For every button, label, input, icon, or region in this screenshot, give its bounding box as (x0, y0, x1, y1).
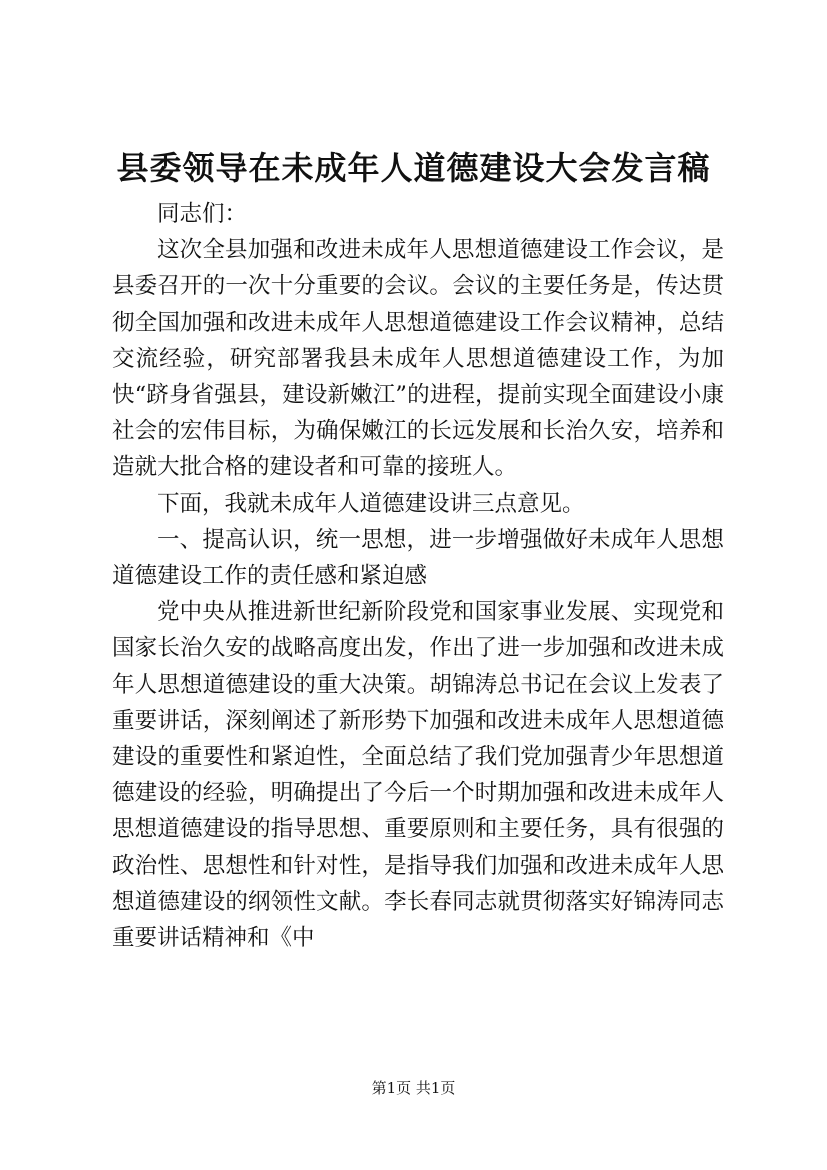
salutation-paragraph: 同志们： (157, 201, 248, 227)
document-body (112, 196, 724, 956)
section-heading-paragraph: 一、提高认识，统一思想，进一步增强做好未成年人思想道德建设工作的责任感和紧迫感 (112, 526, 724, 590)
content-paragraph: 党中央从推进新世纪新阶段党和国家事业发展、实现党和国家长治久安的战略高度出发，作出了进一步加强和改进未成年人思想道德建设的重大决策。胡锦涛总书记在会议上发表了重要讲话，深刻阐述了新形势下加强和改进未成年人思想道德建设的重要性和紧迫性，全面总结了我们党加强青少年思想道德建设的经验，明确提出了今后一个时期加强和改进未成年人思想道德建设的指导思想、重要原则和主要任务，具有很强的政治性、思想性和针对性，是指导我们加强和改进未成年人思想道德建设的纲领性文献。李长春同志就贯彻落实好锦涛同志重要讲话精神和《中 (112, 599, 724, 952)
page-footer: 第1页 共1页 (371, 1079, 456, 1097)
outline-paragraph: 下面，我就未成年人道德建设讲三点意见。 (157, 490, 585, 517)
document-title: 县委领导在未成年人道德建设大会发言稿 (116, 149, 711, 187)
intro-paragraph: 这次全县加强和改进未成年人思想道德建设工作会议，是县委召开的一次十分重要的会议。会议的主要任务是，传达贯彻全国加强和改进未成年人思想道德建设工作会议精神，总结交流经验，研究部署我县未成年人思想道德建设工作，为加快“跻身省强县，建设新嫩江”的进程，提前实现全面建设小康社会的宏伟目标，为确保嫩江的长远发展和长治久安，培养和造就大批合格的建设者和可靠的接班人。 (112, 237, 724, 481)
